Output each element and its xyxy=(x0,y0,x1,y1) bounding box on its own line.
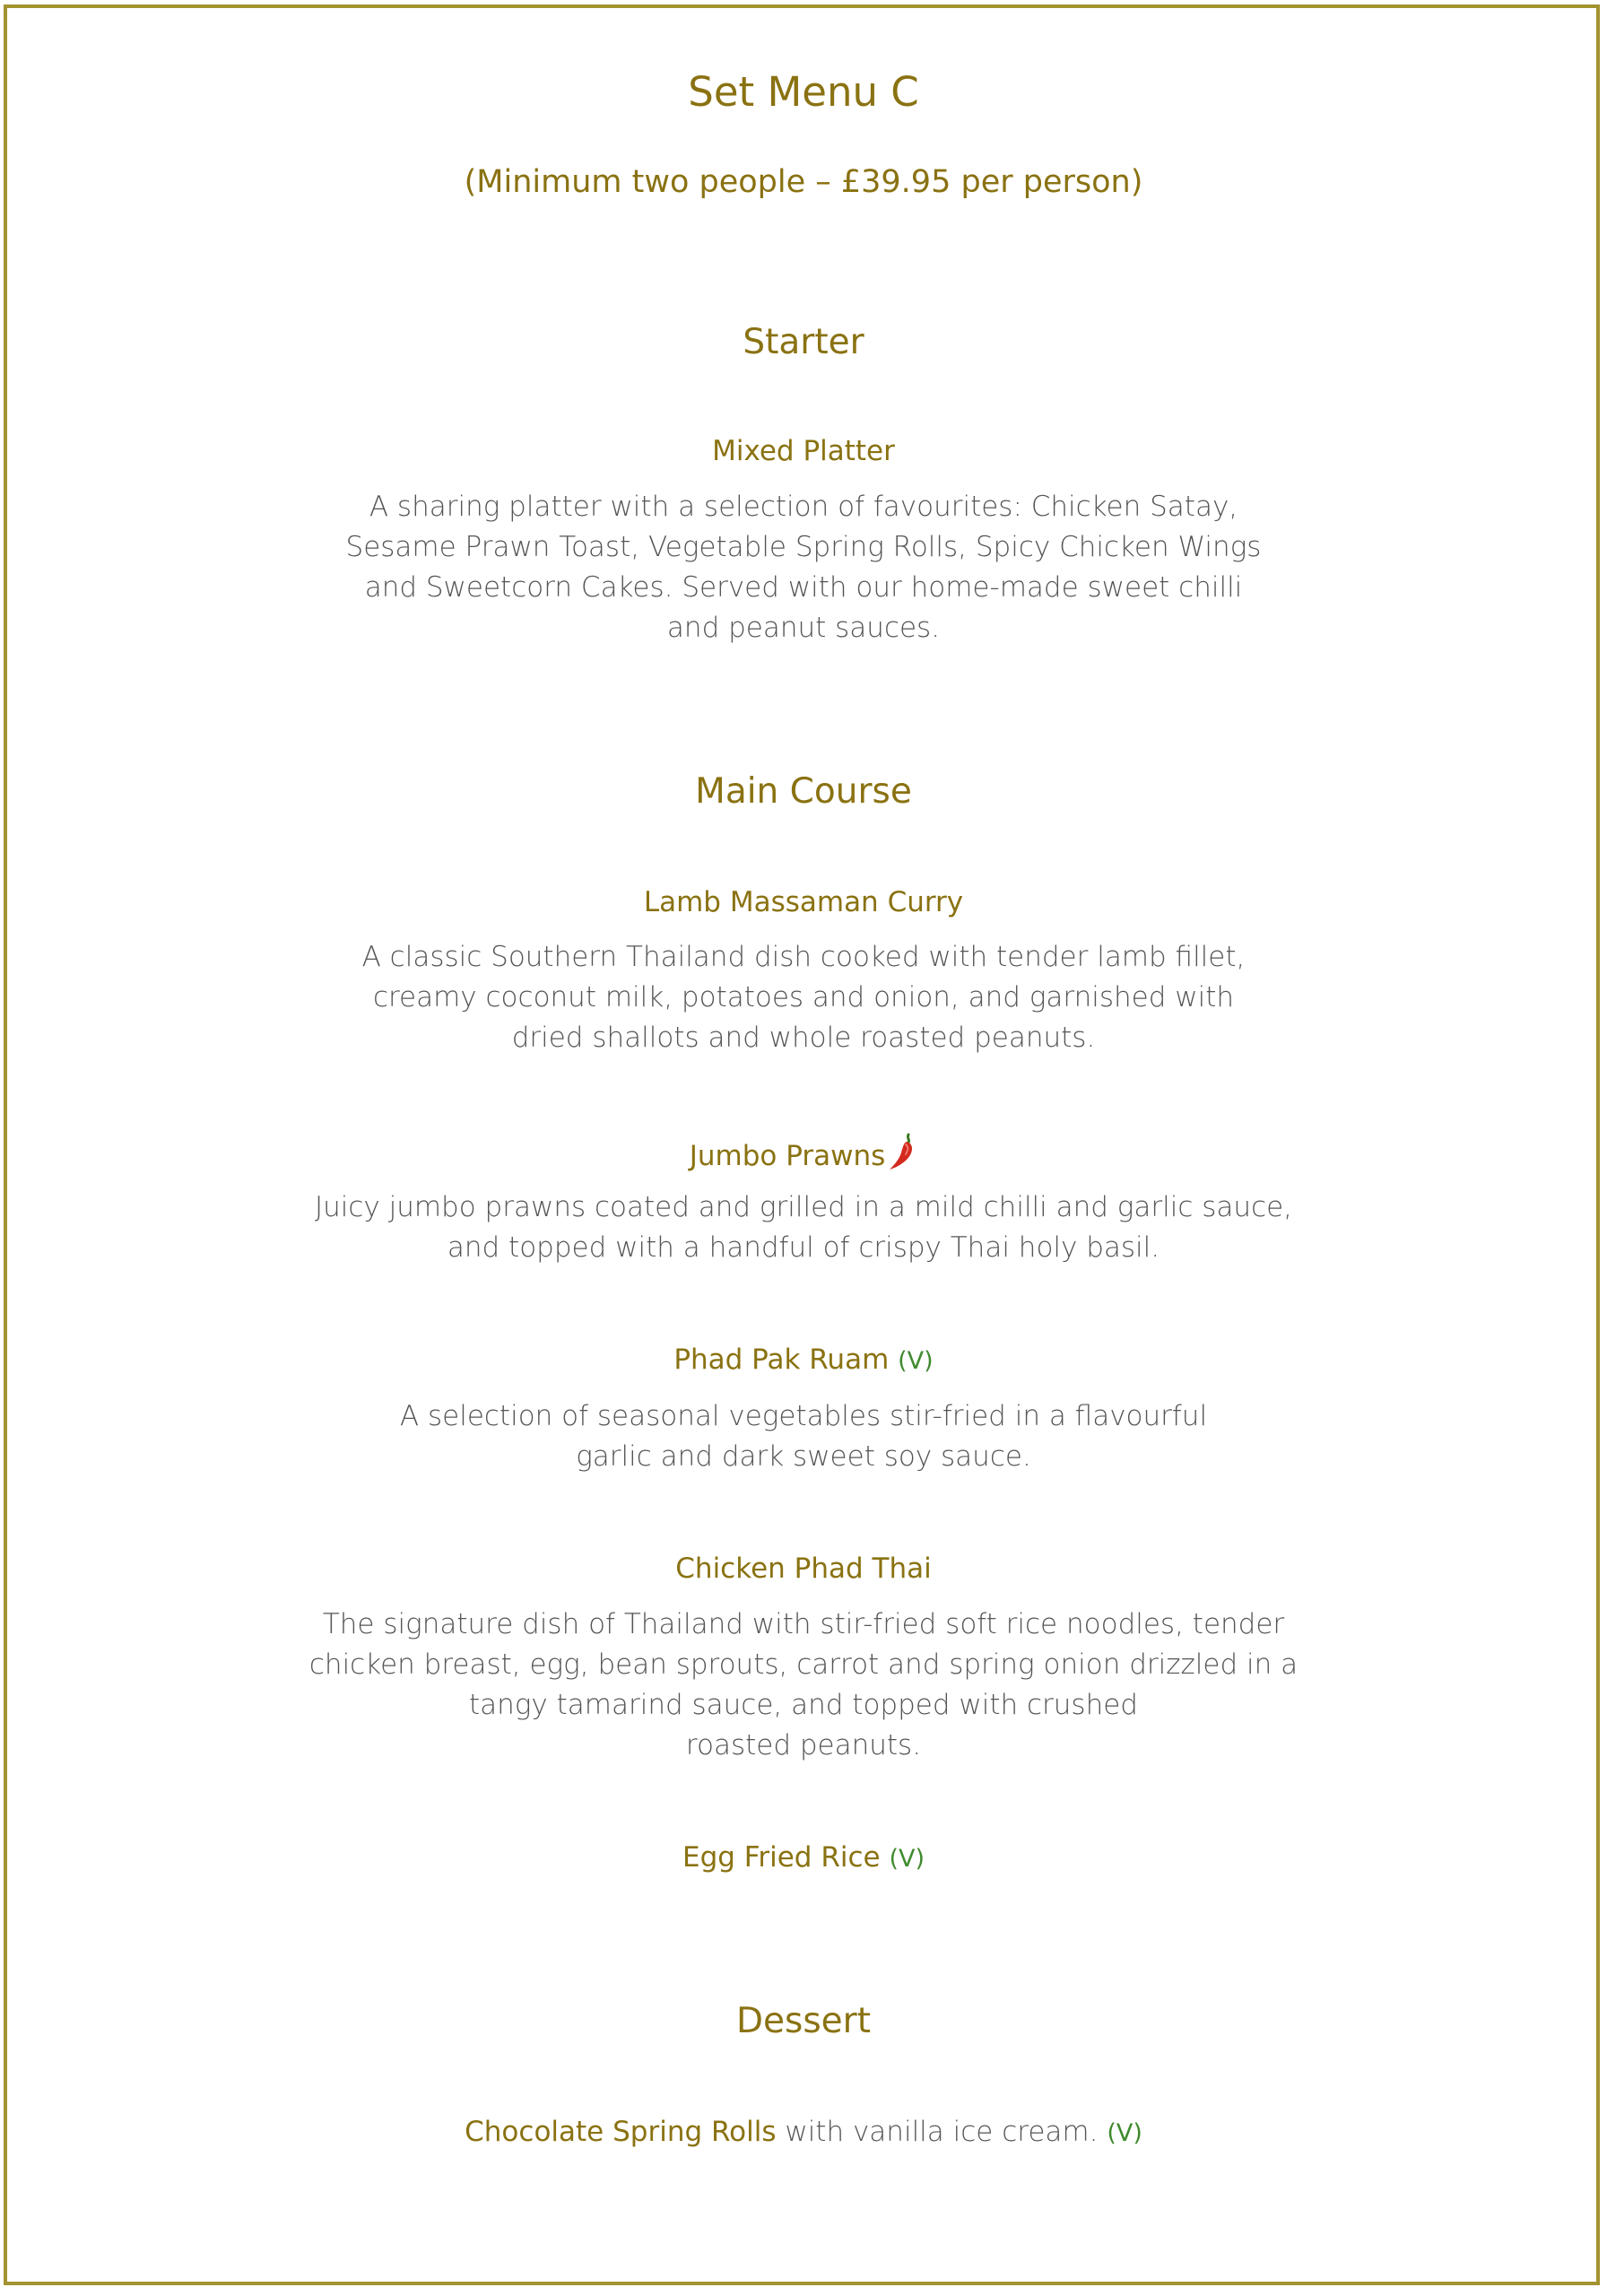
section-heading-dessert: Dessert xyxy=(736,2001,871,2041)
dish-row-phad-pak-ruam xyxy=(0,1341,1607,1380)
dish-description-line: dried shallots and whole roasted peanuts. xyxy=(511,1022,1096,1054)
dish-description-line: The signature dish of Thailand with stir-fried soft rice noodles, tender xyxy=(322,1608,1285,1640)
dish-name-jumbo-prawns: Jumbo Prawns xyxy=(689,1140,886,1172)
dish-description-line: Juicy jumbo prawns coated and grilled in a mild chilli and garlic sauce, xyxy=(314,1191,1293,1223)
dish-description-line: Sesame Prawn Toast, Vegetable Spring Rolls, Spicy Chicken Wings xyxy=(345,531,1262,563)
dish-description-line: A sharing platter with a selection of favourites: Chicken Satay, xyxy=(369,491,1238,523)
dish-name-mixed-platter: Mixed Platter xyxy=(712,435,895,467)
vegetarian-badge: (V) xyxy=(889,1845,925,1873)
dish-description-line: A classic Southern Thailand dish cooked with tender lamb fillet, xyxy=(361,941,1246,973)
dish-name-chicken-phad-thai: Chicken Phad Thai xyxy=(675,1552,932,1585)
dish-description-line: garlic and dark sweet soy sauce. xyxy=(576,1440,1031,1473)
vegetarian-badge: (V) xyxy=(898,1347,934,1375)
dish-description-line: and topped with a handful of crispy Thai holy basil. xyxy=(447,1231,1160,1264)
vegetarian-badge: (V) xyxy=(1107,2119,1142,2147)
chili-icon xyxy=(887,1131,917,1172)
menu-subtitle: (Minimum two people – £39.95 per person) xyxy=(464,164,1143,200)
dish-description-line: A selection of seasonal vegetables stir-fried in a flavourful xyxy=(399,1400,1208,1432)
dish-row-chocolate-spring-rolls xyxy=(0,2112,1607,2152)
menu-title: Set Menu C xyxy=(688,68,919,116)
dish-description-line: and Sweetcorn Cakes. Served with our home-made sweet chilli xyxy=(364,571,1243,604)
dish-name-lamb-massaman-curry: Lamb Massaman Curry xyxy=(643,886,964,918)
dish-description-line: tangy tamarind sauce, and topped with crushed xyxy=(469,1689,1138,1721)
dish-description-line: and peanut sauces. xyxy=(666,612,941,644)
section-heading-starter: Starter xyxy=(743,322,864,362)
dish-description-line: creamy coconut milk, potatoes and onion, and garnished with xyxy=(372,981,1235,1013)
dish-row-jumbo-prawns xyxy=(0,1131,1607,1175)
dish-name-phad-pak-ruam: Phad Pak Ruam xyxy=(673,1344,890,1376)
dish-name-chocolate-spring-rolls: Chocolate Spring Rolls xyxy=(465,2116,777,2148)
section-heading-main-course: Main Course xyxy=(695,771,912,812)
dish-name-egg-fried-rice: Egg Fried Rice xyxy=(682,1841,881,1874)
dish-description-line: roasted peanuts. xyxy=(685,1729,922,1761)
dish-row-egg-fried-rice xyxy=(0,1839,1607,1878)
dish-description-line: chicken breast, egg, bean sprouts, carrot and spring onion drizzled in a xyxy=(308,1648,1299,1681)
dish-description-inline: with vanilla ice cream. xyxy=(776,2116,1099,2148)
